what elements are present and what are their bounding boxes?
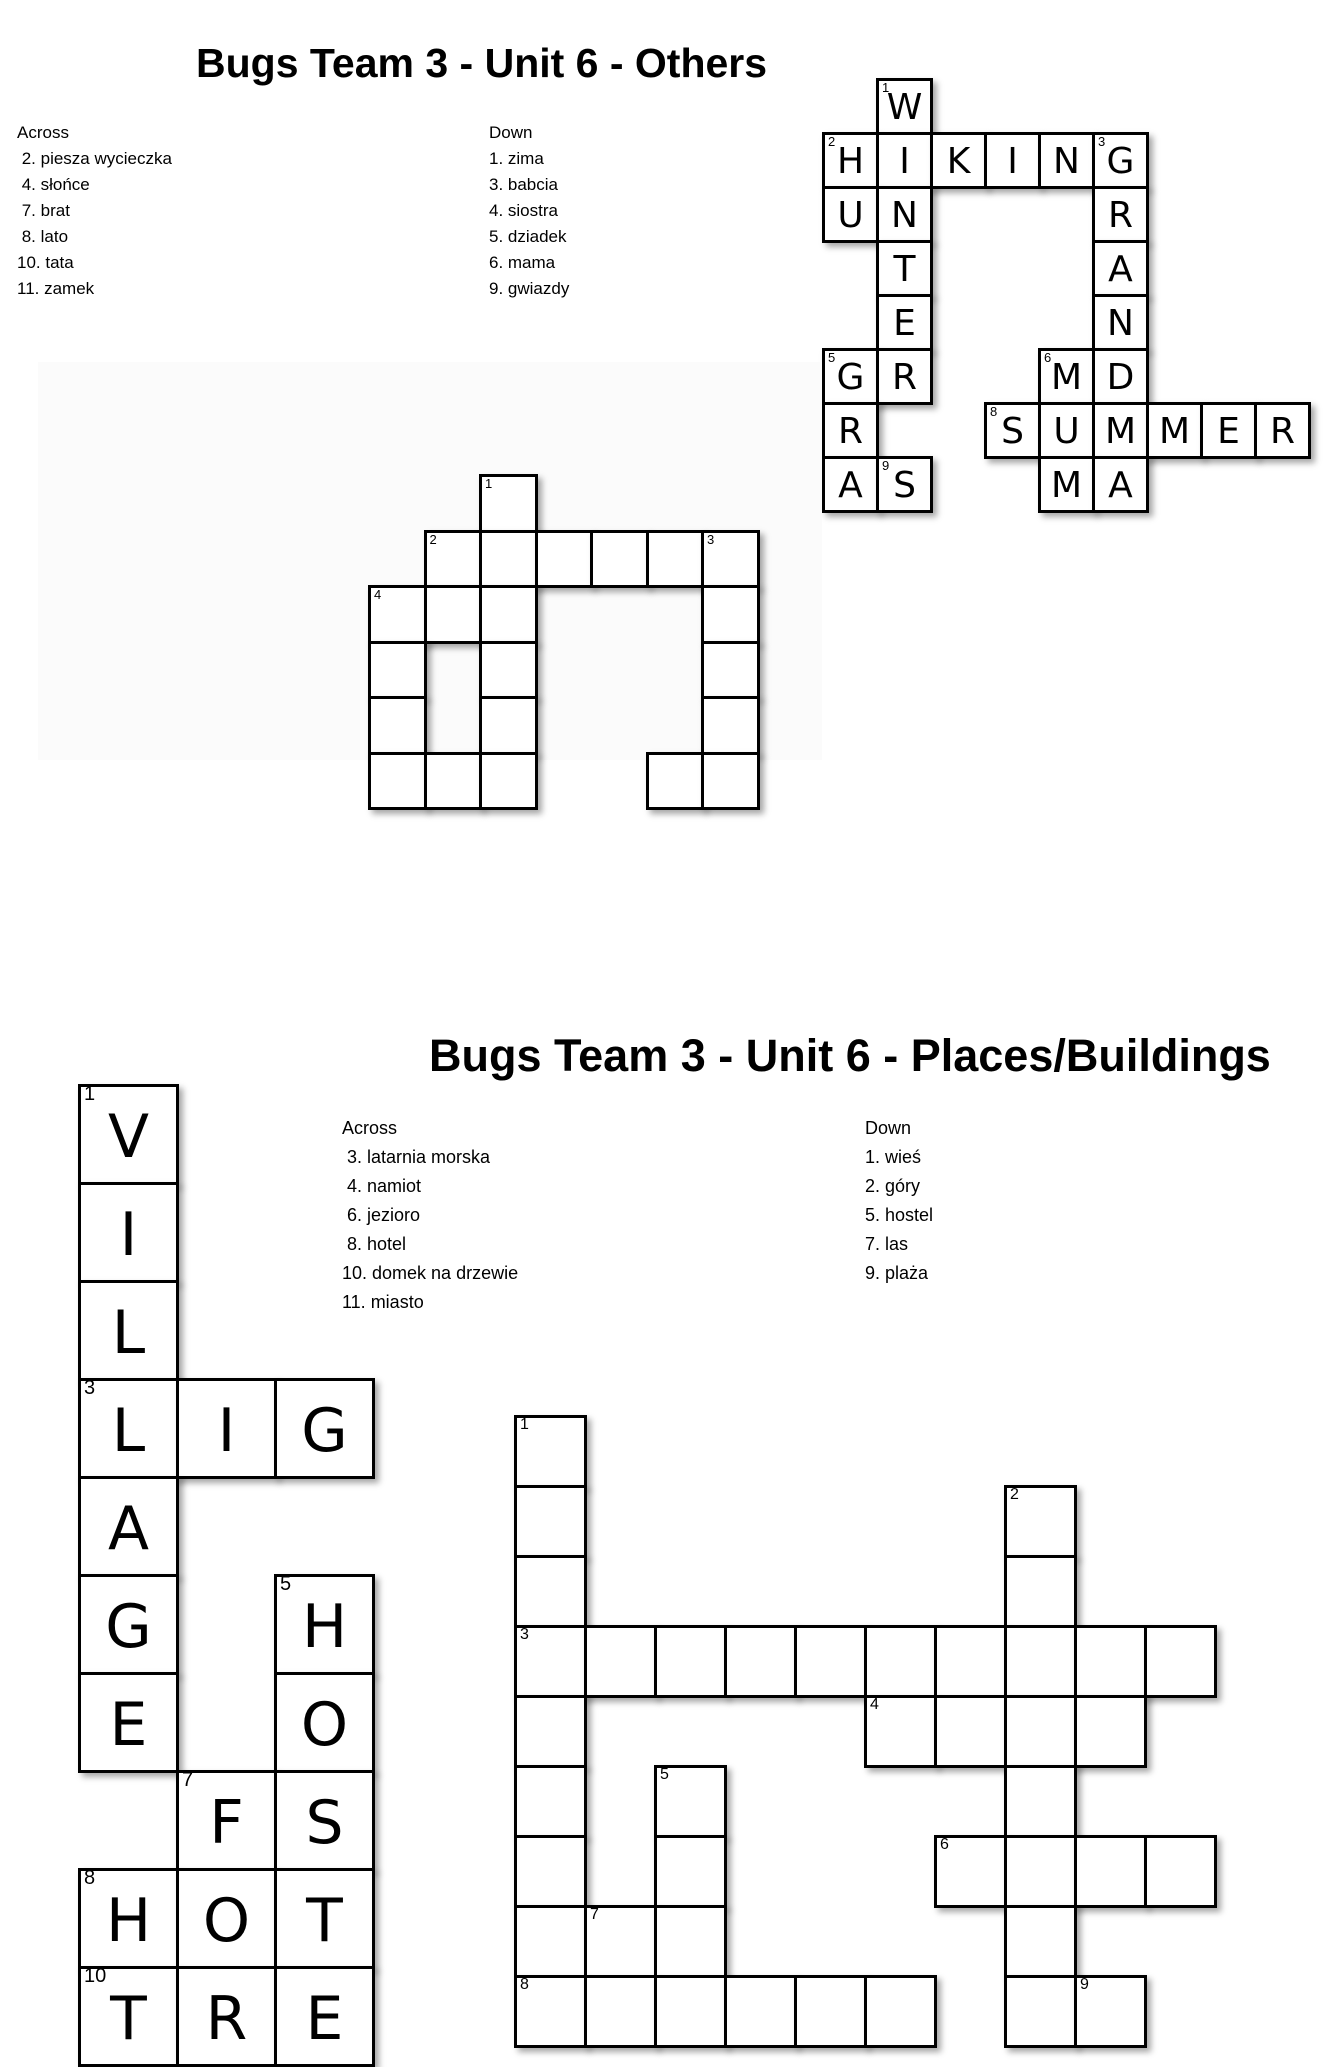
cell-letter: S bbox=[305, 1788, 344, 1858]
crossword-cell[interactable] bbox=[1004, 1695, 1077, 1768]
cell-letter: I bbox=[119, 1200, 138, 1270]
crossword-cell[interactable] bbox=[514, 1485, 587, 1558]
crossword-cell[interactable] bbox=[654, 1975, 727, 2048]
crossword-cell bbox=[876, 240, 933, 297]
clue-item: 3. babcia bbox=[489, 175, 558, 194]
clue-item: 6. jezioro bbox=[342, 1205, 421, 1225]
cell-letter: E bbox=[1217, 411, 1240, 452]
crossword-cell bbox=[1092, 294, 1149, 351]
crossword-cell bbox=[876, 294, 933, 351]
crossword-cell[interactable] bbox=[1074, 1625, 1147, 1698]
cell-letter: L bbox=[111, 1298, 146, 1368]
cell-letter: U bbox=[1053, 411, 1080, 452]
crossword-cell bbox=[1038, 402, 1095, 459]
crossword-cell[interactable] bbox=[1004, 1485, 1077, 1558]
crossword-cell[interactable] bbox=[479, 696, 538, 755]
crossword-cell[interactable] bbox=[1074, 1835, 1147, 1908]
cell-letter: F bbox=[209, 1788, 244, 1858]
crossword-cell[interactable] bbox=[584, 1625, 657, 1698]
cell-number: 9 bbox=[1080, 1976, 1089, 1993]
cell-letter: T bbox=[306, 1886, 343, 1956]
page2-answer-grid bbox=[0, 1060, 349, 2054]
crossword-cell bbox=[176, 1770, 277, 1871]
crossword-cell bbox=[78, 1476, 179, 1577]
crossword-cell[interactable] bbox=[864, 1695, 937, 1768]
clue-item: 2. góry bbox=[865, 1176, 921, 1196]
cell-letter: H bbox=[301, 1592, 348, 1662]
crossword-cell bbox=[1092, 240, 1149, 297]
crossword-cell[interactable] bbox=[514, 1835, 587, 1908]
cell-number: 7 bbox=[590, 1906, 599, 1923]
crossword-cell[interactable] bbox=[1004, 1835, 1077, 1908]
cell-number: 2 bbox=[828, 134, 836, 149]
cell-number: 8 bbox=[990, 404, 998, 419]
clue-item: 11. miasto bbox=[342, 1292, 424, 1312]
crossword-cell bbox=[78, 1378, 179, 1479]
crossword-cell bbox=[1092, 348, 1149, 405]
cell-letter: R bbox=[891, 357, 917, 398]
crossword-cell[interactable] bbox=[1004, 1975, 1077, 2048]
crossword-cell bbox=[876, 456, 933, 513]
clue-item: 9. gwiazdy bbox=[489, 279, 570, 298]
cell-letter: M bbox=[1104, 411, 1137, 452]
crossword-cell bbox=[1092, 402, 1149, 459]
crossword-cell bbox=[78, 1182, 179, 1283]
crossword-cell bbox=[1146, 402, 1203, 459]
page2-down-clues bbox=[865, 1114, 933, 1288]
crossword-cell[interactable] bbox=[1074, 1695, 1147, 1768]
cell-number: 9 bbox=[882, 458, 890, 473]
cell-letter: G bbox=[301, 1396, 348, 1466]
cell-number: 2 bbox=[1010, 1486, 1019, 1503]
clue-item: 5. hostel bbox=[865, 1205, 934, 1225]
crossword-cell bbox=[1200, 402, 1257, 459]
clue-item: 4. siostra bbox=[489, 201, 558, 220]
crossword-cell[interactable] bbox=[368, 641, 427, 700]
crossword-cell[interactable] bbox=[1004, 1625, 1077, 1698]
cell-number: 5 bbox=[828, 350, 836, 365]
cell-number: 1 bbox=[84, 1083, 96, 1105]
cell-letter: S bbox=[893, 465, 916, 506]
crossword-cell bbox=[822, 402, 879, 459]
crossword-cell bbox=[822, 456, 879, 513]
cell-letter: D bbox=[1106, 357, 1135, 398]
cell-number: 3 bbox=[520, 1626, 529, 1643]
clue-item: 10. domek na drzewie bbox=[342, 1263, 519, 1283]
crossword-cell[interactable] bbox=[514, 1625, 587, 1698]
crossword-cell[interactable] bbox=[479, 641, 538, 700]
crossword-cell bbox=[78, 1672, 179, 1773]
cell-letter: M bbox=[1050, 465, 1083, 506]
clue-item: 1. zima bbox=[489, 149, 544, 168]
crossword-cell bbox=[930, 132, 987, 189]
cell-number: 7 bbox=[182, 1769, 194, 1791]
clue-item: 1. wieś bbox=[865, 1147, 922, 1167]
crossword-cell bbox=[176, 1868, 277, 1969]
clue-item: 11. zamek bbox=[17, 279, 95, 298]
cell-letter: A bbox=[1108, 249, 1133, 290]
cell-letter: H bbox=[105, 1886, 152, 1956]
crossword-cell bbox=[78, 1966, 179, 2067]
cell-number: 1 bbox=[882, 80, 890, 95]
down-heading: Down bbox=[489, 123, 533, 142]
clue-item: 3. latarnia morska bbox=[342, 1147, 491, 1167]
crossword-cell[interactable] bbox=[479, 585, 538, 644]
cell-number: 6 bbox=[1044, 350, 1052, 365]
cell-number: 2 bbox=[429, 531, 437, 547]
crossword-cell bbox=[1092, 132, 1149, 189]
crossword-cell[interactable] bbox=[1004, 1905, 1077, 1978]
crossword-cell[interactable] bbox=[701, 696, 760, 755]
crossword-cell bbox=[822, 186, 879, 243]
cell-number: 6 bbox=[940, 1836, 949, 1853]
cell-letter: A bbox=[838, 465, 863, 506]
crossword-cell[interactable] bbox=[724, 1975, 797, 2048]
crossword-cell[interactable] bbox=[654, 1905, 727, 1978]
cell-letter: E bbox=[305, 1984, 344, 2054]
crossword-cell[interactable] bbox=[864, 1975, 937, 2048]
crossword-cell[interactable] bbox=[368, 696, 427, 755]
crossword-cell bbox=[1092, 456, 1149, 513]
crossword-cell[interactable] bbox=[590, 530, 649, 589]
crossword-cell[interactable] bbox=[424, 752, 483, 811]
page2-puzzle-grid bbox=[336, 1380, 1333, 2000]
crossword-cell bbox=[1038, 348, 1095, 405]
cell-letter: W bbox=[886, 87, 923, 128]
page2-title: Bugs Team 3 - Unit 6 - Places/Buildings bbox=[429, 1030, 1271, 1081]
crossword-cell[interactable] bbox=[701, 641, 760, 700]
page1-puzzle-grid bbox=[38, 362, 822, 760]
crossword-cell bbox=[1092, 186, 1149, 243]
cell-number: 5 bbox=[280, 1573, 292, 1595]
crossword-cell bbox=[984, 402, 1041, 459]
cell-letter: S bbox=[1001, 411, 1024, 452]
cell-number: 5 bbox=[660, 1766, 669, 1783]
cell-number: 3 bbox=[707, 531, 715, 547]
crossword-cell[interactable] bbox=[1074, 1975, 1147, 2048]
clue-item: 8. hotel bbox=[342, 1234, 407, 1254]
clue-item: 8. lato bbox=[17, 227, 69, 246]
crossword-cell bbox=[822, 132, 879, 189]
cell-number: 1 bbox=[485, 476, 493, 491]
clue-item: 9. plaża bbox=[865, 1263, 929, 1283]
crossword-cell[interactable] bbox=[368, 585, 427, 644]
down-heading: Down bbox=[865, 1118, 912, 1138]
cell-number: 8 bbox=[84, 1867, 96, 1889]
crossword-cell[interactable] bbox=[514, 1905, 587, 1978]
crossword-cell[interactable] bbox=[654, 1625, 727, 1698]
crossword-cell[interactable] bbox=[701, 752, 760, 811]
crossword-cell bbox=[176, 1966, 277, 2067]
cell-letter: O bbox=[300, 1690, 349, 1760]
crossword-cell[interactable] bbox=[424, 585, 483, 644]
cell-letter: V bbox=[107, 1102, 150, 1172]
crossword-cell[interactable] bbox=[584, 1905, 657, 1978]
cell-letter: K bbox=[946, 141, 971, 182]
clue-item: 4. namiot bbox=[342, 1176, 422, 1196]
clue-item: 10. tata bbox=[17, 253, 74, 272]
crossword-cell bbox=[78, 1574, 179, 1675]
crossword-cell[interactable] bbox=[654, 1765, 727, 1838]
cell-number: 3 bbox=[1098, 134, 1106, 149]
cell-number: 4 bbox=[870, 1696, 879, 1713]
cell-letter: L bbox=[111, 1396, 146, 1466]
crossword-cell bbox=[176, 1378, 277, 1479]
crossword-cell[interactable] bbox=[479, 752, 538, 811]
crossword-cell[interactable] bbox=[646, 752, 705, 811]
crossword-cell bbox=[984, 132, 1041, 189]
cell-letter: H bbox=[836, 141, 865, 182]
crossword-cell bbox=[876, 186, 933, 243]
crossword-cell[interactable] bbox=[701, 585, 760, 644]
cell-letter: N bbox=[891, 195, 918, 236]
crossword-cell[interactable] bbox=[646, 530, 705, 589]
clue-item: 6. mama bbox=[489, 253, 556, 272]
crossword-cell bbox=[1254, 402, 1311, 459]
cell-letter: A bbox=[107, 1494, 150, 1564]
cell-letter: T bbox=[893, 249, 916, 290]
across-heading: Across bbox=[17, 123, 69, 142]
crossword-cell[interactable] bbox=[1144, 1625, 1217, 1698]
crossword-cell[interactable] bbox=[424, 530, 483, 589]
cell-number: 4 bbox=[374, 587, 382, 602]
crossword-cell[interactable] bbox=[934, 1835, 1007, 1908]
page1-title: Bugs Team 3 - Unit 6 - Others bbox=[196, 40, 768, 86]
cell-letter: G bbox=[836, 357, 865, 398]
cell-letter: I bbox=[899, 141, 910, 182]
crossword-cell bbox=[78, 1084, 179, 1185]
cell-letter: G bbox=[105, 1592, 152, 1662]
crossword-cell[interactable] bbox=[701, 530, 760, 589]
clue-item: 7. las bbox=[865, 1234, 909, 1254]
cell-letter: O bbox=[202, 1886, 251, 1956]
crossword-cell bbox=[78, 1280, 179, 1381]
cell-number: 1 bbox=[520, 1416, 529, 1433]
cell-letter: N bbox=[1107, 303, 1134, 344]
cell-letter: I bbox=[217, 1396, 236, 1466]
page1-answer-grid bbox=[822, 0, 1333, 512]
crossword-cell[interactable] bbox=[514, 1555, 587, 1628]
cell-letter: U bbox=[837, 195, 864, 236]
crossword-cell bbox=[1038, 456, 1095, 513]
crossword-cell[interactable] bbox=[724, 1625, 797, 1698]
cell-letter: R bbox=[1269, 411, 1295, 452]
cell-number: 8 bbox=[520, 1976, 529, 1993]
cell-letter: A bbox=[1108, 465, 1133, 506]
cell-letter: N bbox=[1053, 141, 1080, 182]
cell-letter: E bbox=[893, 303, 916, 344]
page1-down-clues bbox=[489, 120, 569, 302]
crossword-cell[interactable] bbox=[479, 474, 538, 533]
clue-item: 4. słońce bbox=[17, 175, 90, 194]
crossword-cell[interactable] bbox=[794, 1975, 867, 2048]
crossword-cell[interactable] bbox=[654, 1835, 727, 1908]
crossword-cell[interactable] bbox=[535, 530, 594, 589]
crossword-cell[interactable] bbox=[864, 1625, 937, 1698]
cell-letter: T bbox=[110, 1984, 147, 2054]
cell-letter: E bbox=[109, 1690, 148, 1760]
cell-number: 3 bbox=[84, 1377, 96, 1399]
crossword-cell[interactable] bbox=[584, 1975, 657, 2048]
cell-letter: R bbox=[837, 411, 863, 452]
cell-letter: M bbox=[1050, 357, 1083, 398]
crossword-cell[interactable] bbox=[1004, 1765, 1077, 1838]
crossword-cell bbox=[876, 78, 933, 135]
crossword-cell[interactable] bbox=[514, 1765, 587, 1838]
crossword-cell[interactable] bbox=[934, 1625, 1007, 1698]
crossword-cell[interactable] bbox=[1004, 1555, 1077, 1628]
crossword-cell bbox=[876, 348, 933, 405]
cell-letter: I bbox=[1007, 141, 1018, 182]
cell-letter: M bbox=[1158, 411, 1191, 452]
page2-across-clues bbox=[342, 1114, 518, 1317]
crossword-cell[interactable] bbox=[514, 1415, 587, 1488]
crossword-cell[interactable] bbox=[514, 1975, 587, 2048]
page1-across-clues bbox=[17, 120, 172, 302]
crossword-cell bbox=[822, 348, 879, 405]
crossword-cell[interactable] bbox=[479, 530, 538, 589]
crossword-cell bbox=[876, 132, 933, 189]
clue-item: 5. dziadek bbox=[489, 227, 567, 246]
crossword-cell bbox=[78, 1868, 179, 1969]
cell-letter: R bbox=[1107, 195, 1133, 236]
crossword-cell[interactable] bbox=[934, 1695, 1007, 1768]
crossword-cell[interactable] bbox=[514, 1695, 587, 1768]
cell-letter: G bbox=[1106, 141, 1135, 182]
clue-item: 2. piesza wycieczka bbox=[17, 149, 172, 168]
crossword-cell[interactable] bbox=[794, 1625, 867, 1698]
cell-number: 10 bbox=[84, 1965, 107, 1987]
crossword-cell[interactable] bbox=[1144, 1835, 1217, 1908]
clue-item: 7. brat bbox=[17, 201, 70, 220]
crossword-cell bbox=[1038, 132, 1095, 189]
cell-letter: R bbox=[205, 1984, 248, 2054]
crossword-cell[interactable] bbox=[368, 752, 427, 811]
across-heading: Across bbox=[342, 1118, 398, 1138]
